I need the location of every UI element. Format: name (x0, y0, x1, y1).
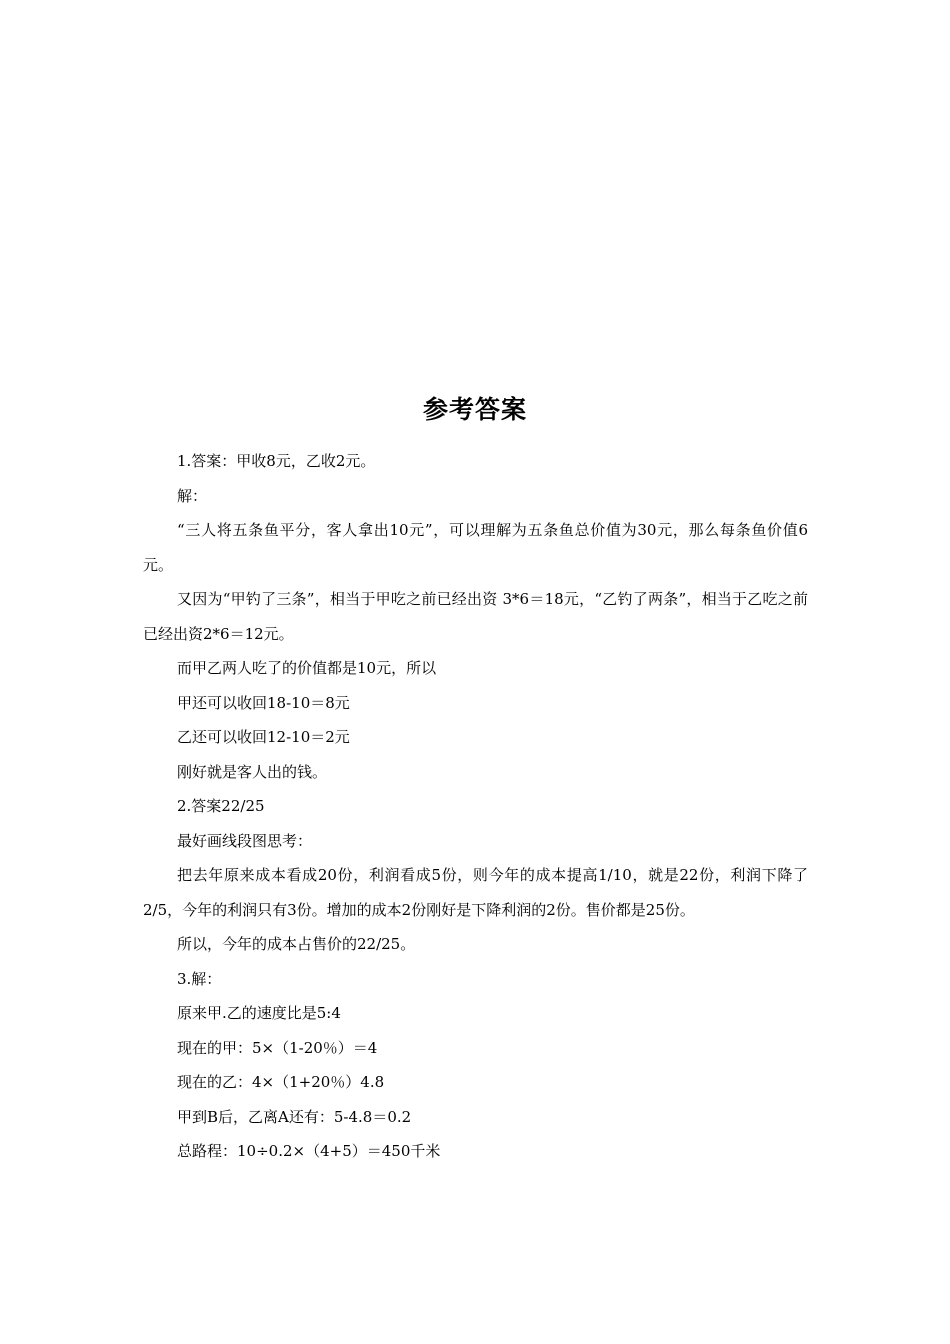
paragraph: 总路程：10÷0.2×（4+5）＝450千米 (177, 1142, 441, 1160)
paragraph: 2.答案22/25 (177, 797, 265, 815)
answer-body (143, 444, 808, 1169)
page-title: 参考答案 (422, 395, 527, 424)
paragraph: 而甲乙两人吃了的价值都是10元，所以 (177, 659, 437, 677)
paragraph: 乙还可以收回12-10＝2元 (177, 728, 350, 746)
paragraph: 甲到B后，乙离A还有：5-4.8＝0.2 (177, 1107, 412, 1126)
paragraph: 解： (177, 486, 208, 505)
paragraph: 所以，今年的成本占售价的22/25。 (177, 935, 416, 953)
paragraph: 最好画线段图思考： (177, 831, 313, 850)
paragraph: 1.答案：甲收8元，乙收2元。 (177, 452, 376, 470)
paragraph: 3.解： (177, 969, 222, 988)
paragraph: 现在的乙：4×（1+20％）4.8 (177, 1073, 385, 1091)
paragraph: 现在的甲：5×（1-20％）＝4 (177, 1038, 378, 1057)
paragraph: 甲还可以收回18-10＝8元 (177, 693, 350, 712)
paragraph: 把去年原来成本看成20份，利润看成5份，则今年的成本提高1/10，就是22份，利润下降了2/5，今年的利润只有3份。增加的成本2份刚好是下降利润的2份。售价都是25份。 (143, 866, 808, 919)
paragraph: 原来甲.乙的速度比是5:4 (177, 1004, 341, 1022)
paragraph: 又因为“甲钓了三条”，相当于甲吃之前已经出资 3*6＝18元，“乙钓了两条”，相当于乙吃之前已经出资2*6＝12元。 (143, 590, 808, 643)
paragraph: 刚好就是客人出的钱。 (177, 762, 328, 781)
paragraph: “三人将五条鱼平分，客人拿出10元”，可以理解为五条鱼总价值为30元，那么每条鱼价值6元。 (143, 521, 808, 574)
